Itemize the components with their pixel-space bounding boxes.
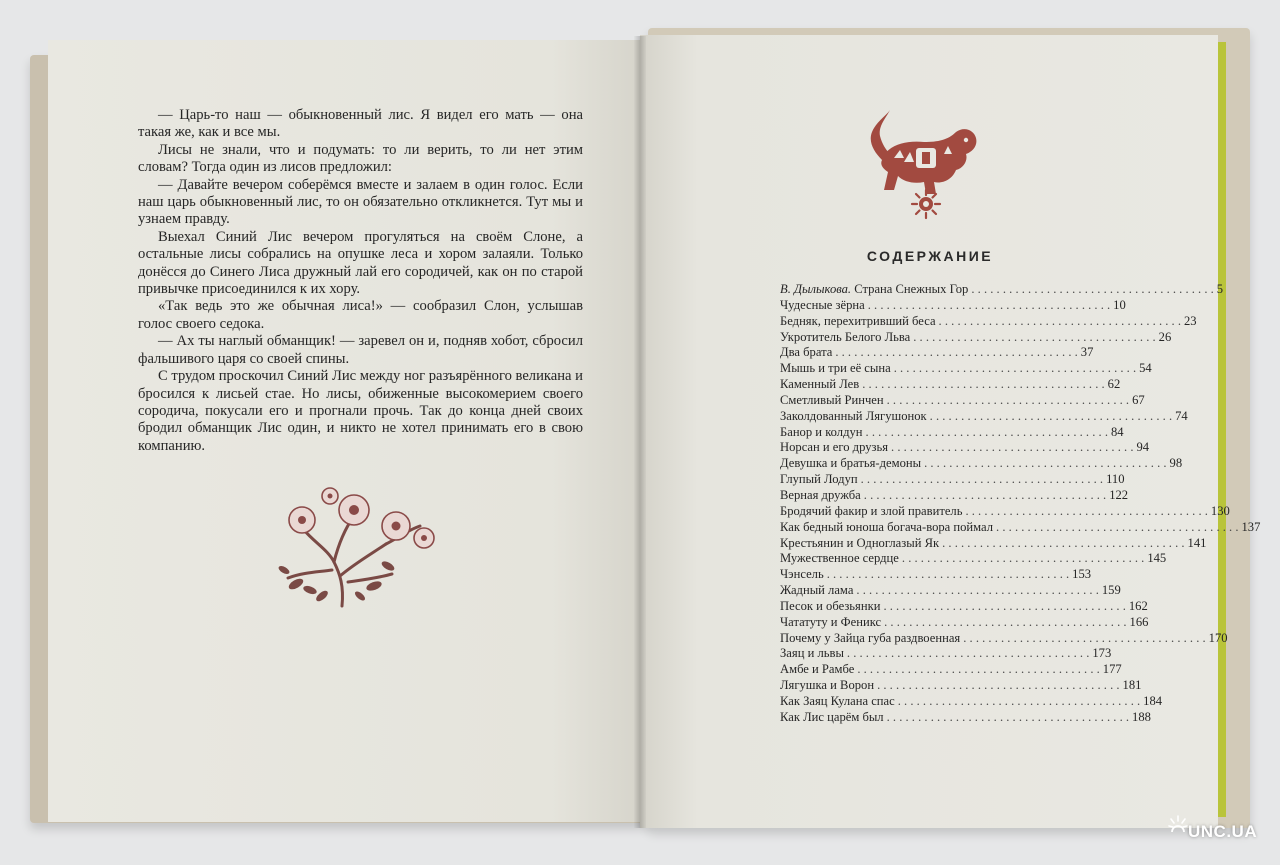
toc-entry xyxy=(780,614,1149,631)
toc-entry-title-text: Каменный Лев xyxy=(780,377,860,392)
toc-entry xyxy=(780,392,1145,409)
toc-entry-page: 122 xyxy=(1109,487,1129,502)
toc-entry xyxy=(780,297,1126,314)
toc-entry xyxy=(780,329,1172,346)
toc-entry xyxy=(780,424,1124,441)
toc-entry xyxy=(780,519,1261,536)
toc-entry-title-text: Норсан и его друзья xyxy=(780,440,889,455)
toc-entry xyxy=(780,440,1150,456)
toc-entry-title-text: Мышь и три её сына xyxy=(780,361,891,376)
toc-entry xyxy=(780,361,1152,377)
toc-entry-title-text: Заяц и львы xyxy=(780,646,844,661)
toc-entry-page: 170 xyxy=(1208,630,1228,645)
flowering-branch-icon xyxy=(274,486,440,610)
paragraph: — Ах ты наглый обманщик! — заревел он и, подняв хобот, сбросил фальшивого царя со своей спины. xyxy=(138,333,583,367)
toc-entry xyxy=(780,282,1224,298)
story-text xyxy=(138,107,583,455)
toc-entry-page: 177 xyxy=(1102,662,1122,677)
paragraph: «Так ведь это же обычная лиса!» — сообразил Слон, услышав голос своего седока. xyxy=(138,298,583,332)
toc-entry-title-text: Верная дружба xyxy=(780,487,861,502)
toc-leader-dots: . . . . . . . . . . . . . . . . . . . . . . . . . . . . . . . . . . . . . . . xyxy=(886,709,1130,724)
toc-leader-dots: . . . . . . . . . . . . . . . . . . . . . . . . . . . . . . . . . . . . . . . xyxy=(826,567,1070,582)
toc-leader-dots: . . . . . . . . . . . . . . . . . . . . . . . . . . . . . . . . . . . . . . . xyxy=(883,598,1126,613)
toc-entry-page: 159 xyxy=(1101,583,1121,598)
toc-entry-title-text: Заколдованный Лягушонок xyxy=(780,408,927,423)
toc-leader-dots: . . . . . . . . . . . . . . . . . . . . . . . . . . . . . . . . . . . . . . . xyxy=(929,408,1173,423)
toc-entry-page: 94 xyxy=(1136,440,1150,455)
toc-entry-title-text: Банор и колдун xyxy=(780,424,863,439)
toc-entry-title xyxy=(780,345,832,361)
paragraph: Лисы не знали, что и подумать: то ли верить, то ли нет этим словам? Тогда один из лисов предложил: xyxy=(138,141,583,176)
toc-entry-page: 54 xyxy=(1139,361,1152,376)
toc-entry xyxy=(780,408,1188,425)
toc-entry-title xyxy=(780,567,824,583)
toc-entry xyxy=(780,678,1142,694)
toc-leader-dots: . . . . . . . . . . . . . . . . . . . . . . . . . . . . . . . . . . . . . . . xyxy=(857,662,1100,677)
toc-entry-title xyxy=(780,536,939,552)
toc-leader-dots: . . . . . . . . . . . . . . . . . . . . . . . . . . . . . . . . . . . . . . . xyxy=(938,313,1181,328)
toc-leader-dots: . . . . . . . . . . . . . . . . . . . . . . . . . . . . . . . . . . . . . . . xyxy=(913,329,1156,344)
toc-leader-dots: . . . . . . . . . . . . . . . . . . . . . . . . . . . . . . . . . . . . . . . xyxy=(971,282,1214,296)
toc-entry-title-text: Глупый Лодуп xyxy=(780,472,858,487)
toc-heading: СОДЕРЖАНИЕ xyxy=(866,248,994,264)
toc-entry-page: 188 xyxy=(1132,709,1151,724)
toc-entry-title xyxy=(780,361,891,377)
toc-entry-title-text: Жадный лама xyxy=(780,583,854,598)
toc-leader-dots: . . . . . . . . . . . . . . . . . . . . . . . . . . . . . . . . . . . . . . . xyxy=(884,614,1127,629)
toc-entry xyxy=(780,709,1151,726)
toc-entry xyxy=(780,598,1148,615)
toc-entry-title xyxy=(780,504,962,520)
toc-entry xyxy=(780,646,1112,662)
toc-entry xyxy=(780,551,1167,567)
toc-entry xyxy=(780,503,1230,520)
table-of-contents xyxy=(780,282,1261,726)
toc-entry-page: 67 xyxy=(1132,392,1145,407)
toc-entry-title-text: Сметливый Ринчен xyxy=(780,392,884,407)
toc-entry xyxy=(780,345,1094,361)
toc-entry xyxy=(780,567,1092,583)
toc-entry-title xyxy=(780,551,899,567)
toc-entry-title xyxy=(780,599,880,615)
toc-entry-title xyxy=(780,646,844,662)
toc-entry-title xyxy=(780,710,884,726)
toc-entry xyxy=(780,662,1122,678)
toc-entry-title xyxy=(780,631,960,647)
toc-entry-title xyxy=(780,393,884,409)
toc-leader-dots: . . . . . . . . . . . . . . . . . . . . . . . . . . . . . . . . . . . . . . . xyxy=(860,472,1104,487)
toc-leader-dots: . . . . . . . . . . . . . . . . . . . . . . . . . . . . . . . . . . . . . . . xyxy=(891,440,1134,455)
toc-leader-dots: . . . . . . . . . . . . . . . . . . . . . . . . . . . . . . . . . . . . . . . xyxy=(867,297,1111,312)
toc-entry-title xyxy=(780,583,853,599)
toc-leader-dots: . . . . . . . . . . . . . . . . . . . . . . . . . . . . . . . . . . . . . . . xyxy=(886,392,1130,407)
toc-entry-page: 110 xyxy=(1106,472,1125,487)
paragraph: — Давайте вечером соберёмся вместе и залаем в один голос. Если наш царь обыкновенный лис, то он обязательно откликнется. Тут мы и узнаем правду. xyxy=(138,176,583,228)
toc-leader-dots: . . . . . . . . . . . . . . . . . . . . . . . . . . . . . . . . . . . . . . . xyxy=(996,519,1239,534)
book-gutter xyxy=(634,36,646,828)
toc-entry-title xyxy=(780,488,861,504)
toc-entry-title-text: Как Лис царём был xyxy=(780,709,884,724)
toc-entry-title-text: Чудесные зёрна xyxy=(780,297,865,312)
toc-entry-page: 84 xyxy=(1110,424,1124,439)
toc-entry xyxy=(780,313,1197,330)
toc-entry xyxy=(780,377,1121,393)
paragraph: С трудом проскочил Синий Лис между ног разъярённого великана и бросился к лисьей стае. Но лисы, обиженные высокомерием своего сородича, покусали его и прогнали прочь. Так до конца дней своих бродил обманщик Лис один, и никто не хотел принимать его в свою компанию. xyxy=(138,368,583,454)
toc-entry-title xyxy=(780,425,863,441)
toc-entry-page: 137 xyxy=(1241,519,1261,534)
toc-entry-page: 62 xyxy=(1107,377,1121,392)
toc-leader-dots: . . . . . . . . . . . . . . . . . . . . . . . . . . . . . . . . . . . . . . . xyxy=(942,535,1185,550)
toc-entry-page: 26 xyxy=(1158,329,1172,344)
toc-entry-page: 181 xyxy=(1122,678,1142,693)
toc-entry-title-text: Крестьянин и Одноглазый Як xyxy=(780,535,940,550)
toc-entry-page: 141 xyxy=(1187,535,1207,550)
toc-entry-title xyxy=(780,694,895,710)
toc-entry-title xyxy=(780,330,910,346)
toc-leader-dots: . . . . . . . . . . . . . . . . . . . . . . . . . . . . . . . . . . . . . . . xyxy=(897,693,1141,708)
toc-leader-dots: . . . . . . . . . . . . . . . . . . . . . . . . . . . . . . . . . . . . . . . xyxy=(865,424,1108,439)
toc-entry-page: 184 xyxy=(1143,693,1163,708)
toc-leader-dots: . . . . . . . . . . . . . . . . . . . . . . . . . . . . . . . . . . . . . . . xyxy=(856,583,1099,598)
toc-entry-title-text: Девушка и братья-демоны xyxy=(780,456,922,471)
toc-entry-page: 5 xyxy=(1216,282,1224,296)
toc-entry-title-text: Мужественное сердце xyxy=(780,551,899,566)
toc-entry-title-text: Как Заяц Кулана спас xyxy=(780,693,895,708)
watermark xyxy=(1168,812,1276,852)
toc-entry-page: 23 xyxy=(1183,313,1197,328)
toc-entry xyxy=(780,456,1183,472)
toc-entry-page: 74 xyxy=(1175,408,1188,423)
toc-entry-page: 166 xyxy=(1129,614,1149,629)
toc-entry-title xyxy=(780,678,874,694)
toc-entry xyxy=(780,693,1163,710)
toc-entry-title-text: Песок и обезьянки xyxy=(780,598,881,613)
toc-entry xyxy=(780,535,1207,552)
toc-entry-page: 37 xyxy=(1080,345,1094,360)
toc-entry-title-text: Бедняк, перехитривший беса xyxy=(780,313,936,328)
toc-entry-title xyxy=(780,282,968,298)
toc-leader-dots: . . . . . . . . . . . . . . . . . . . . . . . . . . . . . . . . . . . . . . . xyxy=(862,377,1105,392)
paragraph: — Царь-то наш — обыкновенный лис. Я видел его мать — она такая же, как и все мы. xyxy=(138,107,583,141)
toc-entry-title xyxy=(780,456,921,472)
toc-leader-dots: . . . . . . . . . . . . . . . . . . . . . . . . . . . . . . . . . . . . . . . xyxy=(965,503,1208,518)
toc-entry-page: 153 xyxy=(1072,567,1092,582)
paragraph: Выехал Синий Лис вечером прогуляться на своём Слоне, а остальные лисы собрались на опушке леса и хором залаяли. Только донёсся до Синего Лиса дружный лай его сородичей, как он по старой привычке присоединился к их хору. xyxy=(138,228,583,298)
toc-entry-title-text: Бродячий факир и злой правитель xyxy=(780,503,963,518)
toc-entry-page: 98 xyxy=(1169,456,1183,471)
toc-entry-title-text: Чэнсель xyxy=(780,567,824,582)
toc-entry-title xyxy=(780,298,865,314)
toc-leader-dots: . . . . . . . . . . . . . . . . . . . . . . . . . . . . . . . . . . . . . . . xyxy=(863,487,1107,502)
toc-entry-page: 173 xyxy=(1092,646,1112,661)
toc-entry-title-text: Укротитель Белого Льва xyxy=(780,329,911,344)
toc-entry xyxy=(780,583,1121,599)
toc-entry-title-text: Два брата xyxy=(780,345,833,360)
toc-entry xyxy=(780,472,1125,488)
toc-entry-title xyxy=(780,409,927,425)
tiger-sun-emblem-icon xyxy=(864,102,984,222)
toc-leader-dots: . . . . . . . . . . . . . . . . . . . . . . . . . . . . . . . . . . . . . . . xyxy=(963,630,1206,645)
toc-entry-title-text: Почему у Зайца губа раздвоенная xyxy=(780,630,961,645)
toc-entry-page: 130 xyxy=(1210,503,1230,518)
toc-entry-title xyxy=(780,472,858,488)
toc-leader-dots: . . . . . . . . . . . . . . . . . . . . . . . . . . . . . . . . . . . . . . . xyxy=(901,551,1145,566)
toc-entry-title xyxy=(780,440,888,456)
toc-entry xyxy=(780,630,1228,647)
toc-entry xyxy=(780,487,1129,504)
toc-entry-author: В. Дылыкова. xyxy=(780,282,852,296)
toc-leader-dots: . . . . . . . . . . . . . . . . . . . . . . . . . . . . . . . . . . . . . . . xyxy=(846,646,1090,661)
watermark-text: UNC.UA xyxy=(1188,822,1258,841)
toc-leader-dots: . . . . . . . . . . . . . . . . . . . . . . . . . . . . . . . . . . . . . . . xyxy=(877,678,1120,693)
toc-entry-title xyxy=(780,615,881,631)
toc-entry-page: 10 xyxy=(1113,297,1126,312)
toc-entry-title xyxy=(780,377,859,393)
toc-entry-page: 145 xyxy=(1147,551,1167,566)
toc-leader-dots: . . . . . . . . . . . . . . . . . . . . . . . . . . . . . . . . . . . . . . . xyxy=(835,345,1078,360)
toc-entry-title xyxy=(780,520,993,536)
toc-entry-title-text: Амбе и Рамбе xyxy=(780,662,855,677)
sun-burst-icon xyxy=(1168,814,1188,840)
toc-entry-title-text: Страна Снежных Гор xyxy=(854,282,969,296)
toc-entry-page: 162 xyxy=(1128,598,1148,613)
toc-leader-dots: . . . . . . . . . . . . . . . . . . . . . . . . . . . . . . . . . . . . . . . xyxy=(924,456,1167,471)
toc-entry-title-text: Лягушка и Ворон xyxy=(780,678,875,693)
toc-entry-title-text: Чататуту и Феникс xyxy=(780,614,882,629)
toc-entry-title xyxy=(780,314,936,330)
toc-entry-title xyxy=(780,662,854,678)
toc-leader-dots: . . . . . . . . . . . . . . . . . . . . . . . . . . . . . . . . . . . . . . . xyxy=(893,361,1137,376)
toc-entry-title-text: Как бедный юноша богача-вора поймал xyxy=(780,519,994,534)
